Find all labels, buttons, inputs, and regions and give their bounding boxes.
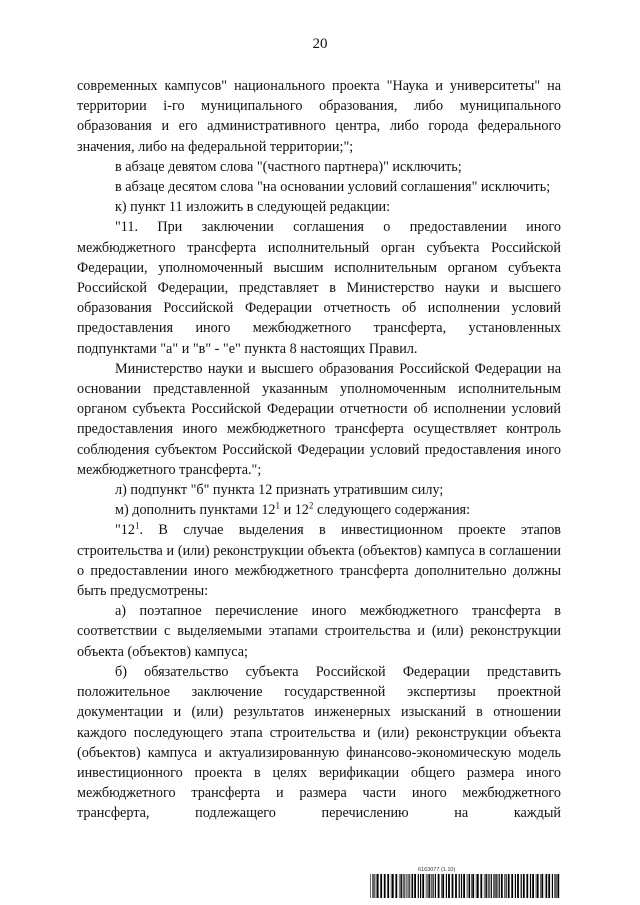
text-run: м) дополнить пунктами 12 (115, 502, 276, 519)
paragraph-item: в абзаце девятом слова "(частного партнера)" исключить; (115, 158, 462, 175)
paragraph-item: в абзаце десятом слова "на основании условий соглашения" исключить; (115, 179, 551, 196)
page-number: 20 (312, 36, 328, 52)
document-body (77, 76, 561, 824)
superscript: 1 (275, 500, 281, 511)
barcode-image (370, 874, 560, 898)
paragraph-item-k: к) пункт 11 изложить в следующей редакции: (115, 199, 391, 216)
text-run: "12 (115, 522, 135, 539)
text-run: . В случае выделения в инвестиционном проекте этапов строительства и (или) реконструкции объекта (объектов) кампуса в соглашении о предоставлении иного межбюджетного трансферта дополнительно должны быть предусмотрены: (77, 522, 561, 600)
text-run: следующего содержания: (313, 502, 471, 519)
paragraph-item-l: л) подпункт "б" пункта 12 признать утратившим силу; (115, 482, 444, 499)
paragraph-clause-11: "11. При заключении соглашения о предоставлении иного межбюджетного трансферта исполнительный орган субъекта Российской Федерации, уполномоченный высшим исполнительным органом субъекта Российской Федерации, представляет в Министерство науки и высшего образования Российской Федерации отчетность об исполнении условий предоставления иного межбюджетного трансферта, установленных подпунктами "а" и "в" - "е" пункта 8 настоящих Правил. (77, 219, 561, 357)
paragraph-continuation: современных кампусов" национального проекта "Наука и университеты" на территории i-го муниципального образования, либо муниципального образования и его административного центра, либо города федерального значения, либо на федеральной территории;"; (77, 78, 561, 155)
paragraph-subitem-a: а) поэтапное перечисление иного межбюджетного трансферта в соответствии с выделяемыми этапами строительства и (или) реконструкции объекта (объектов) кампуса; (77, 603, 561, 660)
document-code: 6163077 (1.10) (418, 867, 456, 873)
superscript: 1 (134, 520, 140, 531)
paragraph-subitem-b: б) обязательство субъекта Российской Федерации представить положительное заключение государственной экспертизы проектной документации и (или) результатов инженерных изысканий в отношении каждого последующего этапа строительства и (или) реконструкции объекта (объектов) кампуса и актуализированную финансово-экономическую модель инвестиционного проекта в целях верификации общего размера иного межбюджетного трансферта и размера части иного межбюджетного трансферта, подлежащего перечислению на каждый (77, 663, 561, 822)
paragraph-ministry: Министерство науки и высшего образования Российской Федерации на основании представленной указанным уполномоченным исполнительным органом субъекта Российской Федерации отчетности об исполнении условий предоставления иного межбюджетного трансферта осуществляет контроль соблюдения субъектом Российской Федерации условий предоставления иного межбюджетного трансферта."; (77, 360, 561, 478)
paragraph-item-m (77, 500, 561, 520)
text-run: и 12 (280, 502, 309, 519)
paragraph-clause-12-1 (77, 520, 561, 601)
superscript: 2 (308, 500, 314, 511)
